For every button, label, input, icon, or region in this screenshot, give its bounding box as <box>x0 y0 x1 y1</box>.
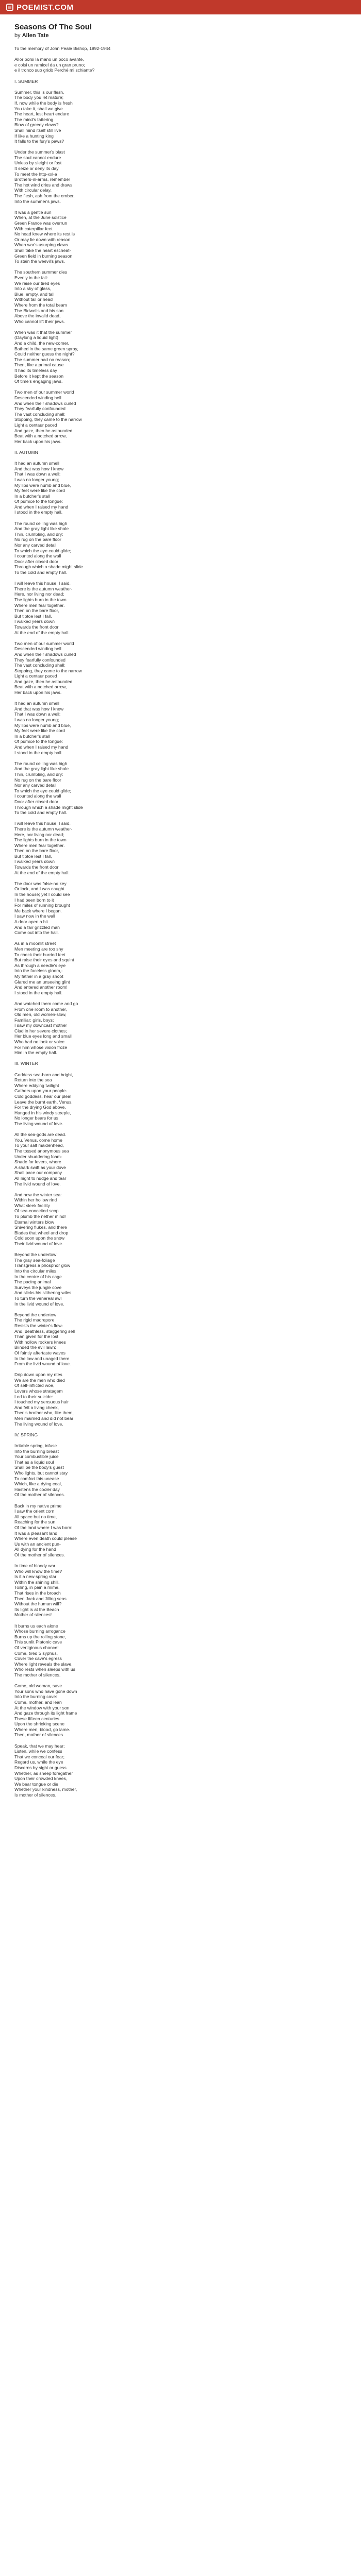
site-logo[interactable] <box>6 3 74 12</box>
author-link[interactable]: Allen Tate <box>22 32 49 39</box>
poem-title: Seasons Of The Soul <box>14 23 92 31</box>
site-header <box>0 0 361 14</box>
poem-container <box>0 14 361 1798</box>
poem-body: To the memory of John Peale Bishop, 1892-1944 Allor porsi la mano un poco avante, e colsi un ramicel da un gran pruno; e il tronco suo gridò Perché mi schiante? I. SUMMER Summer, this is our flesh, The body you let mature; If, now while the body is fresh You take it, shall we give The heart, lest heart endure The mind's tattering Blow of greedy claws? Shall mind itself still live If like a hunting king It falls to the fury's paws? Under the summer's blast The soul cannot endure Unless by sleight or fast It seize or deny its day To meet the http-xxl-a Brothers-in-arms, remember The hot wind dries and draws With circular delay, The flesh, ash from the ember, Into the summer's jaws. It was a gentle sun When, at the June solstice Green France was overrun With caterpillar feet. No head knew where its rest is Or may lie down with reason When war's usurping claws Shall take the heart escheat- Green field in burning season To stain the weevil's jaws. The southern summer dies Evenly in the fall: We raise our tired eyes Into a sky of glass, Blue, empty, and tall Without tail or head Where from the total beam The Bidwells and his son Above the invalid dead, Who cannot lift their jaws. When was it that the summer (Daylong a liquid light) And a child, the new-comer, Bathed in the same green spray, Could neither guess the night? The summer had no reason; Then, like a primal cause It had its timeless day Before it kept the season Of time's engaging jaws. Two men of our summer world Descended winding hell And when their shadows curled They fearfully confounded The vast concluding shell: Stopping, they came to the narrow Light a centaur paced And gaze, then he astounded Beat with a notched arrow, Her back upon his jaws. II. AUTUMN It had an autumn smell And that was how I knew That I was down a well: I was no longer young; My lips were numb and blue, My feet were like the cord In a butcher's stall Of pumice to the tongue: And when I raised my hand I stood in the empty hall. The round ceiling was high And the gray light like shale Thin, crumbling, and dry: No rug on the bare floor Nor any carved detail To which the eye could glide; I counted along the wall Door after closed door Through which a shade might slide To the cold and empty hall. I will leave this house, I said, There is the autumn weather- Here, nor living nor dead; The lights burn in the town Where men fear together. Then on the bare floor, But tiptoe lest I fall, I walked years down Towards the front door At the end of the empty hall. Two men of our summer world Descended winding hell And when their shadows curled They fearfully confounded The vast concluding shell: Stopping, they came to the narrow Light a centaur paced And gaze, then he astounded Beat with a notched arrow, Her back upon his jaws. It had an autumn smell And that was how I knew That I was down a well: I was no longer young; My lips were numb and blue, My feet were like the cord In a butcher's stall Of pumice to the tongue: And when I raised my hand I stood in the empty hall. The round ceiling was high And the gray light like shale Thin, crumbling, and dry: No rug on the bare floor Nor any carved detail To which the eye could glide; I counted along the wall Door after closed door Through which a shade might slide To the cold and empty hall. I will leave this house, I said, There is the autumn weather- Here, nor living nor dead; The lights burn in the town Where men fear together. Then on the bare floor, But tiptoe lest I fall, I walked years down Towards the front door At the end of the empty hall. The door was false-no key Or lock, and I was caught In the house; yet I could see I had been born to it For miles of running brought Me back where I began. I saw now in the wall A door open a bit And a fair grizzled man Come out into the hall. As in a moonlit street Men meeting are too shy To check their hurried feet But raise their eyes and squint As through a needle's eye Into the faceless gloom,- My father in a gray shoot Glared me an unseeing glint And entered another room! I stood in the empty hall. And watched them come and go From one room to another, Old men, old women-slow, Familiar; girls, boys; I saw my downcast mother Clad in her severe clothes; Her blue eyes long and small Who had no look or voice For him whose vision froze Him in the empty hall. III. WINTER Goddess sea-born and bright, Return into the sea Where eddying twilight Gathers upon your people- Cold goddess, hear our plea! Leave the burnt earth, Venus, For the drying God above, Hanged in his windy steeple, No longer bears for us The living wound of love. All the sea-gods are dead. You, Venus, come home To your salt maidenhead, The tossed anonymous sea Under shuddering foam- Shade for lovers, where A shark swift as your dove Shall pace our company All night to nudge and tear The livid wound of love. And now the winter sea: Within her hollow rind What sleek facility Of sea-conceited scop To plumb the nether mind! Eternal winters blow Shivering flukes, and there Blades that wheel and drop Cold soon upon the snow Their livid wound of love. Beyond the undertow The gray sea-foliage Transgress a phosphor glow Into the circular miles: In the centre of his cage The pacing animal Surveys the jungle cove And slicks his slithering wiles To turn the venereal awl In the livid wound of love. Beyond the undertow The rigid madrepore Resists the winter's flow- And, deathless, staggering sell Than given for the lost With hollow rockers knees Blinded the evil lawn; Of faintly aftertaste waves In the low and unaged there From the livid wound of love. Drip down upon my rites We are the men who died Of self-inflicted woe, Lovers whose stratagem Led to their suicide: I touched my sensuous hair And felt a living cheek, Then's brother who, like them, Men maimed and did not bear The living wound of love. IV. SPRING Irritable spring, infuse Into the burning breast Your combustible juice That as a liquid soul Shall be the body's guest Who lights, but cannot stay To comfort this unease Which, like a dying coal, Hastens the cooler day Of the mother of silences. Back in my native prime I saw the orient corn All space but no time, Reaching for the sun Of the land where I was born: It was a pleasant land Where even death could please Us with an ancient pun- All dying for the hand Of the mother of silences. In time of bloody war Who will know the time? Is it a new spring star Within the shining shill, Toiling, in pain a mime, That rises in the broach Then Jack and Jilling seas Without the human will? Its light is at the Beach Mother of silences! It burns us each alone Whose burning arrogance Burns up the rolling stone, This sunlit Platonic cave Of vertiginous chance! Come, tired Sisyphus, Cover the cave's egress Where light reveals the slave, Who rests when sleeps with us The mother of silences. Come, old woman, save Your sons who have gone down Into the burning cave: Come, mother, and lean At the window with your son And gaze through its light frame These fifteen centuries Upon the shrieking scene Where men, blood, go lame. Then, mother of silences. Speak, that we may hear; Listen, while we confess That we conceal our fear; Regard us, while the eye Discerns by sight or guess Whether, as sheep foregather Upon their crowded knees, We bear tongue or die Whether your kindness, mother, Is mother of silences. <box>14 46 111 1798</box>
site-logo-text: POEMIST.COM <box>17 3 74 12</box>
by-label: by <box>14 32 21 39</box>
book-icon: ▤ <box>6 4 13 11</box>
poem-byline <box>14 32 347 39</box>
